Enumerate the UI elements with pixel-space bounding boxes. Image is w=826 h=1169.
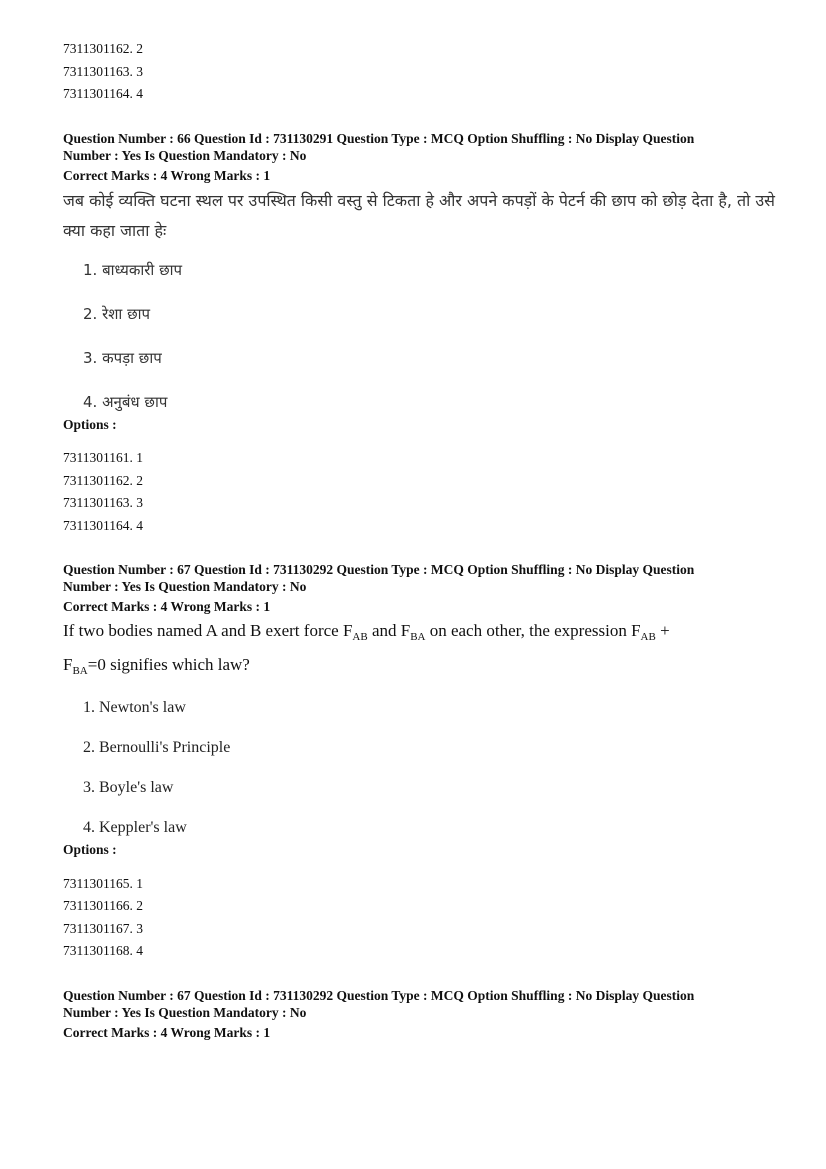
question-meta: Question Number : 67 Question Id : 731130292 Question Type : MCQ Option Shuffling : No Display Question [63,987,695,1003]
question-66 [63,130,783,538]
subscript: AB [352,631,368,643]
question-67 [63,561,783,963]
choice-item: 3. Boyle's law [83,779,174,796]
question-text-part: on each other, the expression F [425,621,641,640]
option-id-line: 7311301167. 3 [63,920,143,936]
option-id-line: 7311301166. 2 [63,898,143,913]
options-label: Options : [63,842,117,857]
choice-item: 1. बाध्यकारी छाप [83,260,182,279]
question-text-part: If two bodies named A and B exert force F [63,621,353,640]
option-id-line: 7311301163. 3 [63,495,143,510]
question-meta: Number : Yes Is Question Mandatory : No [63,579,307,594]
options-label: Options : [63,416,117,432]
question-text-part: and F [367,621,411,640]
choice-item: 2. रेशा छाप [83,304,150,323]
subscript: AB [640,631,656,643]
choice-item: 4. अनुबंध छाप [83,392,168,411]
question-meta: Question Number : 67 Question Id : 731130292 Question Type : MCQ Option Shuffling : No Display Question [63,562,695,577]
document-page [63,38,783,1041]
option-id-line: 7311301164. 4 [63,86,143,101]
question-67-repeat [63,987,783,1041]
choice-item: 2. Bernoulli's Principle [83,739,231,756]
subscript: BA [410,631,426,643]
option-id-line: 7311301165. 1 [63,875,143,891]
option-id-line: 7311301161. 1 [63,450,143,465]
question-marks: Correct Marks : 4 Wrong Marks : 1 [63,599,271,614]
choice-list [83,699,783,837]
question-marks: Correct Marks : 4 Wrong Marks : 1 [63,1024,271,1040]
option-id-line: 7311301162. 2 [63,472,143,488]
option-id-line: 7311301168. 4 [63,943,143,958]
question-text [63,617,783,685]
question-meta: Number : Yes Is Question Mandatory : No [63,147,307,163]
question-meta: Question Number : 66 Question Id : 731130291 Question Type : MCQ Option Shuffling : No Display Question [63,130,695,146]
question-text-part: F [63,655,73,674]
question-text-part: =0 signifies which law? [87,655,250,674]
choice-item: 4. Keppler's law [83,819,187,836]
choice-item: 3. कपड़ा छाप [83,348,162,367]
question-meta: Number : Yes Is Question Mandatory : No [63,1004,307,1020]
option-id-line: 7311301163. 3 [63,63,143,79]
option-id-line: 7311301162. 2 [63,41,143,56]
choice-item: 1. Newton's law [83,699,186,716]
subscript: BA [72,665,88,677]
choice-list [83,260,783,412]
previous-options-list [63,38,783,106]
question-text: जब कोई व्यक्ति घटना स्थल पर उपस्थित किसी वस्तु से टिकता हे और अपने कपड़ों के पेटर्न की छाप को छोड़ देता है, तो उसे क्या कहा जाता हेः [63,190,775,240]
question-marks: Correct Marks : 4 Wrong Marks : 1 [63,167,271,183]
option-id-line: 7311301164. 4 [63,517,143,533]
question-text-part: + [655,621,670,640]
